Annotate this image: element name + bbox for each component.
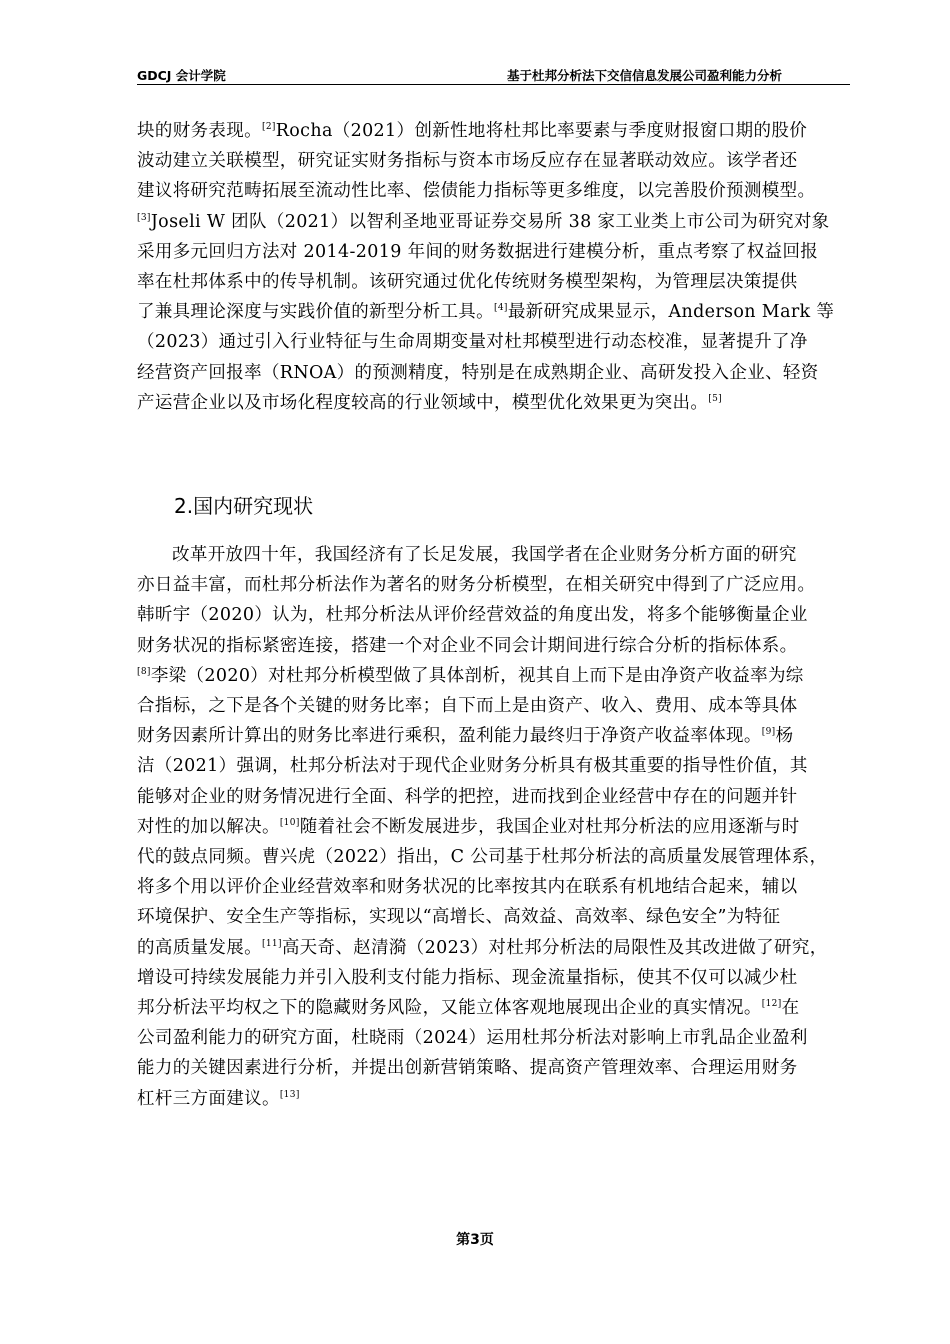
- text-run: 李梁（2020）对杜邦分析模型做了具体剖析，视其自上而下是由净资产收益率为综: [150, 665, 804, 686]
- citation-marker: [13]: [279, 1089, 300, 1100]
- text-line: [137, 176, 850, 206]
- text-run: 韩昕宇（2020）认为，杜邦分析法从评价经营效益的角度出发，将多个能够衡量企业: [137, 605, 808, 626]
- text-line: [137, 963, 850, 993]
- text-run: 杨: [775, 726, 794, 747]
- text-run: 财务状况的指标紧密连接，搭建一个对企业不同会计期间进行综合分析的指标体系。: [137, 635, 798, 656]
- text-run: 邦分析法平均权之下的隐藏财务风险，又能立体客观地展现出企业的真实情况。: [137, 998, 762, 1019]
- header-left-text: GDCJ 会计学院: [137, 68, 226, 83]
- text-line: [137, 388, 850, 418]
- text-run: 亦日益丰富，而杜邦分析法作为著名的财务分析模型，在相关研究中得到了广泛应用。: [137, 575, 816, 596]
- header-rule: [137, 84, 850, 85]
- text-line: [137, 540, 850, 570]
- text-run: 代的鼓点同频。曹兴虎（2022）指出，C 公司基于杜邦分析法的高质量发展管理体系，: [137, 847, 828, 868]
- text-run: 环境保护、安全生产等指标，实现以“高增长、高效益、高效率、绿色安全”为特征: [137, 907, 781, 928]
- citation-marker: [3]: [137, 212, 151, 223]
- text-run: 随着社会不断发展进步，我国企业对杜邦分析法的应用逐渐与时: [299, 816, 800, 837]
- citation-marker: [5]: [708, 393, 723, 404]
- body-paragraph-2: [137, 540, 850, 1114]
- text-run: 的高质量发展。: [137, 937, 262, 958]
- citation-marker: [12]: [761, 999, 782, 1010]
- text-line: [137, 661, 850, 691]
- text-line: [137, 237, 850, 267]
- text-line: [137, 993, 850, 1023]
- citation-marker: [11]: [261, 938, 282, 949]
- text-run: 块的财务表现。: [137, 121, 262, 141]
- text-run: 将多个用以评价企业经营效率和财务状况的比率按其内在联系有机地结合起来，辅以: [137, 877, 798, 898]
- text-run: 合指标，之下是各个关键的财务比率；自下而上是由资产、收入、费用、成本等具体: [137, 696, 798, 717]
- text-run: 洁（2021）强调，杜邦分析法对于现代企业财务分析具有极其重要的指导性价值，其: [137, 756, 808, 777]
- text-run: 采用多元回归方法对 2014-2019 年间的财务数据进行建模分析，重点考察了权益回报: [137, 241, 819, 262]
- text-run: 能力的关键因素进行分析，并提出创新营销策略、提高资产管理效率、合理运用财务: [137, 1058, 798, 1079]
- header-right-title: 基于杜邦分析法下交信信息发展公司盈利能力分析: [506, 68, 782, 83]
- text-run: 经营资产回报率（RNOA）的预测精度，特别是在成熟期企业、高研发投入企业、轻资: [137, 362, 819, 383]
- page-number: 第3页: [456, 1232, 494, 1248]
- text-line: [137, 600, 850, 630]
- text-run: Joseli W 团队（2021）以智利圣地亚哥证券交易所 38 家工业类上市公司为研究对象: [150, 211, 830, 232]
- text-run: 能够对企业的财务情况进行全面、科学的把控，进而找到企业经营中存在的问题并针: [137, 786, 798, 807]
- text-run: 高天奇、赵清漪（2023）对杜邦分析法的局限性及其改进做了研究，: [281, 937, 828, 958]
- text-line: [137, 570, 850, 600]
- citation-marker: [4]: [494, 303, 508, 314]
- text-line: [137, 267, 850, 297]
- running-header: [137, 64, 850, 84]
- paragraph-foreign-research: [137, 116, 850, 418]
- text-line: [137, 327, 850, 357]
- text-line: [137, 902, 850, 932]
- text-run: （2023）通过引入行业特征与生命周期变量对杜邦模型进行动态校准，显著提升了净: [137, 332, 808, 353]
- text-run: 波动建立关联模型，研究证实财务指标与资本市场反应存在显著联动效应。该学者还: [137, 151, 798, 172]
- text-run: 增设可持续发展能力并引入股利支付能力指标、现金流量指标，使其不仅可以减少杜: [137, 967, 798, 988]
- section-heading: 2.国内研究现状: [174, 494, 314, 518]
- text-line: [137, 842, 850, 872]
- text-run: 建议将研究范畴拓展至流动性比率、偿债能力指标等更多维度，以完善股价预测模型。: [137, 181, 816, 202]
- text-line: [137, 1053, 850, 1083]
- text-line: [137, 116, 850, 146]
- text-run: 产运营企业以及市场化程度较高的行业领域中，模型优化效果更为突出。: [137, 392, 709, 413]
- text-line: [137, 872, 850, 902]
- text-run: 财务因素所计算出的财务比率进行乘积，盈利能力最终归于净资产收益率体现。: [137, 726, 762, 747]
- text-line: [137, 691, 850, 721]
- text-line: [137, 933, 850, 963]
- text-line: [137, 1084, 850, 1114]
- text-line: [137, 631, 850, 661]
- text-run: Rocha（2021）创新性地将杜邦比率要素与季度财报窗口期的股价: [275, 121, 808, 141]
- text-run: 在: [781, 998, 800, 1019]
- text-run: 公司盈利能力的研究方面，杜晓雨（2024）运用杜邦分析法对影响上市乳品企业盈利: [137, 1028, 808, 1049]
- text-run: 了兼具理论深度与实践价值的新型分析工具。: [137, 302, 494, 323]
- citation-marker: [2]: [261, 122, 276, 132]
- citation-marker: [9]: [761, 727, 776, 738]
- text-run: 杠杆三方面建议。: [137, 1088, 280, 1109]
- text-run: 率在杜邦体系中的传导机制。该研究通过优化传统财务模型架构，为管理层决策提供: [137, 272, 798, 293]
- text-line: [137, 146, 850, 176]
- text-line: [137, 721, 850, 751]
- text-run: 改革开放四十年，我国经济有了长足发展，我国学者在企业财务分析方面的研究: [172, 545, 797, 565]
- text-line: [137, 358, 850, 388]
- citation-marker: [8]: [137, 666, 151, 677]
- text-line: [137, 297, 850, 327]
- text-line: [137, 1023, 850, 1053]
- body-paragraph-1: [137, 116, 850, 418]
- citation-marker: [10]: [279, 817, 300, 828]
- text-run: 最新研究成果显示，Anderson Mark 等: [507, 302, 835, 323]
- text-line: [137, 751, 850, 781]
- text-run: 对性的加以解决。: [137, 816, 280, 837]
- text-line: [137, 207, 850, 237]
- text-line: [137, 782, 850, 812]
- text-line: [137, 812, 850, 842]
- paragraph-domestic-research: [137, 540, 850, 1114]
